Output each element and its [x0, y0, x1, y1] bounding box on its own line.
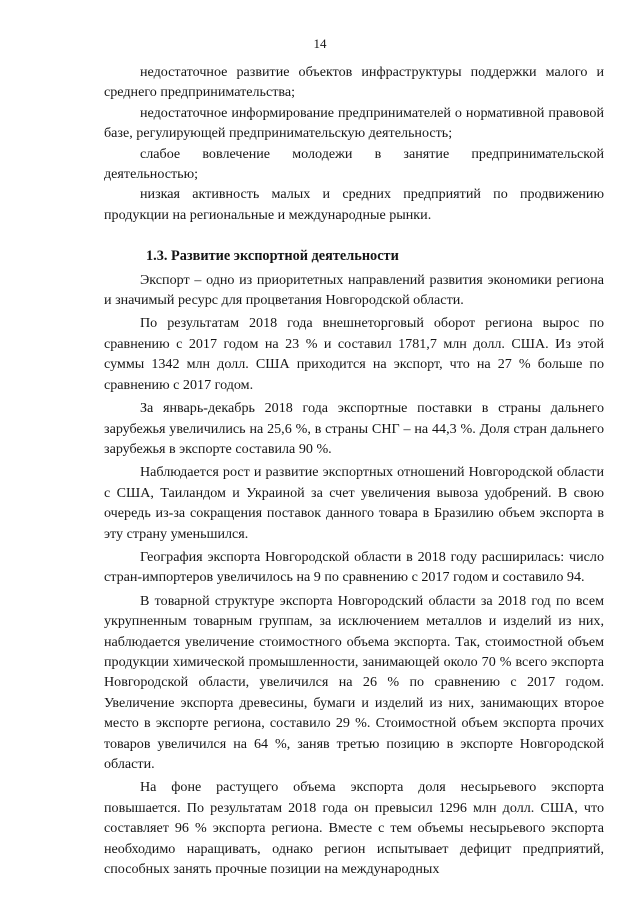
list-item: слабое вовлечение молодежи в занятие предпринимательской деятельностью;: [104, 145, 604, 183]
list-item: низкая активность малых и средних предприятий по продвижению продукции на региональные и международные рынки.: [104, 186, 604, 223]
paragraph: Экспорт – одно из приоритетных направлений развития экономики региона и значимый ресурс для процветания Новгородской области.: [104, 271, 604, 309]
paragraph: За январь-декабрь 2018 года экспортные поставки в страны дальнего зарубежья увеличились на 25,6 %, в страны СНГ – на 44,3 %. Доля стран дальнего зарубежья в экспорте составила 90 %.: [104, 400, 604, 457]
list-item: недостаточное информирование предпринимателей о нормативной правовой базе, регулирующей предпринимательскую деятельность;: [104, 104, 604, 142]
page-body: [104, 62, 604, 879]
paragraph: В товарной структуре экспорта Новгородский области за 2018 год по всем укрупненным товарным группам, за исключением металлов и изделий из них, наблюдается увеличение стоимостного объема экспорта. Так, стоимостной объем продукции химической промышленности, занимающей около 70 % всего экспорта Новгородской области, увеличился на 26 % по сравнению с 2017 годом. Увеличение экспорта древесины, бумаги и изделий из них, занимающих второе место в экспорте региона, составило 29 %. Стоимостной объем экспорта прочих товаров увеличился на 64 %, заняв третью позицию в экспорте Новгородской области.: [104, 592, 604, 772]
paragraph: География экспорта Новгородской области в 2018 году расширилась: число стран-импортеров увеличилось на 9 по сравнению с 2017 годом и составило 94.: [104, 548, 604, 586]
list-item: недостаточное развитие объектов инфраструктуры поддержки малого и среднего предпринимательства;: [104, 64, 604, 101]
paragraph: По результатам 2018 года внешнеторговый оборот региона вырос по сравнению с 2017 годом на 23 % и составил 1781,7 млн долл. США. Из этой суммы 1342 млн долл. США приходится на экспорт, что на 27 % больше по сравнению с 2017 годом.: [104, 315, 604, 393]
paragraph: Наблюдается рост и развитие экспортных отношений Новгородской области с США, Таиландом и Украиной за счет увеличения вывоза удобрений. В свою очередь из-за сокращения поставок данного товара в Бразилию объем экспорта в эту страну уменьшился.: [104, 464, 604, 542]
section-heading: 1.3. Развитие экспортной деятельности: [146, 248, 399, 265]
bullet-list: [104, 62, 604, 225]
paragraph: На фоне растущего объема экспорта доля несырьевого экспорта повышается. По результатам 2018 года он превысил 1296 млн долл. США, что составляет 96 % экспорта региона. Вместе с тем объемы несырьевого экспорта необходимо наращивать, однако регион испытывает дефицит предприятий, способных занять прочные позиции на международных: [104, 779, 604, 878]
page-number: 14: [313, 36, 327, 51]
